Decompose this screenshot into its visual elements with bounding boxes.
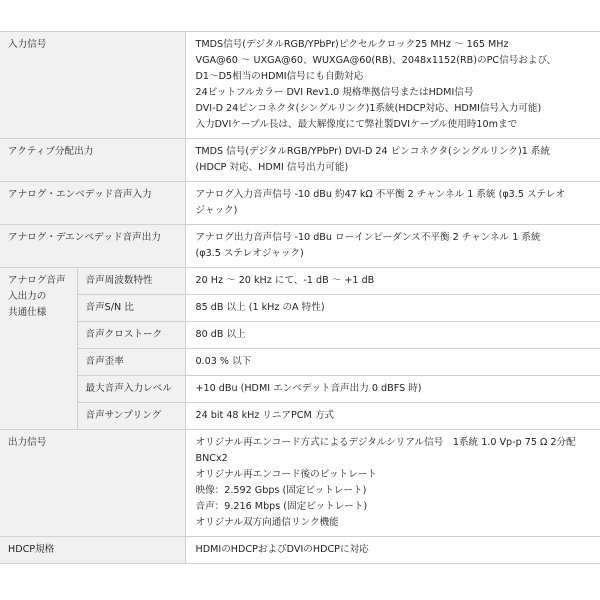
spec-table (0, 31, 600, 564)
value-active-dist-output (185, 139, 600, 182)
label-analog-deembedded-output: アナログ・デエンベデッド音声出力 (0, 225, 185, 268)
value-sn-ratio: 85 dB 以上 (1 kHz のA 特性) (185, 295, 600, 322)
value-hdcp: HDMIのHDCPおよびDVIのHDCPに対応 (185, 537, 600, 564)
value-line: オリジナル再エンコード方式によるデジタルシリアル信号 1系統 1.0 Vp-p 75 Ω 2分配 BNCx2 (195, 437, 576, 464)
value-analog-deembedded-output (185, 225, 600, 268)
row-analog-embedded-input (0, 182, 600, 225)
value-line: 入力DVIケーブル長は、最大解像度にて弊社製DVIケーブル使用時10mまで (195, 119, 518, 130)
value-line: 24ビットフルカラー DVI Rev1.0 規格準拠信号またはHDMI信号 (195, 87, 474, 98)
label-line: アナログ音声 (8, 275, 66, 286)
label-active-dist-output: アクティブ分配出力 (0, 139, 185, 182)
label-line: 入出力の (8, 291, 47, 302)
value-output-signal (185, 430, 600, 537)
row-sampling (0, 403, 600, 430)
value-line: TMDS信号(デジタルRGB/YPbPr)ピクセルクロック25 MHz ～ 165 MHz (195, 39, 509, 50)
row-distortion (0, 349, 600, 376)
row-max-input-level (0, 376, 600, 403)
label-input-signal: 入力信号 (0, 32, 185, 139)
label-line: 共通仕様 (8, 307, 47, 318)
value-line: (φ3.5 ステレオジャック) (195, 248, 304, 259)
row-crosstalk (0, 322, 600, 349)
sub-label-frequency-response: 音声周波数特性 (77, 268, 185, 295)
value-line: 音声：9.216 Mbps (固定ビットレート) (195, 501, 368, 512)
value-line: オリジナル再エンコード後のビットレート (195, 469, 377, 480)
row-hdcp (0, 537, 600, 564)
value-line: 映像：2.592 Gbps (固定ビットレート) (195, 485, 367, 496)
value-line: D1～D5相当のHDMI信号にも自動対応 (195, 71, 364, 82)
value-line: TMDS 信号(デジタルRGB/YPbPr) DVI-D 24 ピンコネクタ(シングルリンク)1 系統 (195, 146, 551, 157)
value-line: (HDCP 対応、HDMI 信号出力可能) (195, 162, 349, 173)
row-sn-ratio (0, 295, 600, 322)
value-line: ジャック) (195, 205, 238, 216)
sub-label-max-input-level: 最大音声入力レベル (77, 376, 185, 403)
value-analog-embedded-input (185, 182, 600, 225)
sub-label-sampling: 音声サンプリング (77, 403, 185, 430)
row-analog-deembedded-output (0, 225, 600, 268)
row-input-signal (0, 32, 600, 139)
value-distortion: 0.03 % 以下 (185, 349, 600, 376)
value-line: オリジナル双方向通信リンク機能 (195, 517, 339, 528)
row-active-dist-output (0, 139, 600, 182)
value-line: アナログ入力音声信号 -10 dBu 約47 kΩ 不平衡 2 チャンネル 1 系統 (φ3.5 ステレオ (195, 189, 565, 200)
sub-label-sn-ratio: 音声S/N 比 (77, 295, 185, 322)
value-frequency-response: 20 Hz ～ 20 kHz にて、-1 dB ～ +1 dB (185, 268, 600, 295)
value-crosstalk: 80 dB 以上 (185, 322, 600, 349)
label-analog-common (0, 268, 77, 430)
row-output-signal (0, 430, 600, 537)
label-hdcp: HDCP規格 (0, 537, 185, 564)
value-sampling: 24 bit 48 kHz リニアPCM 方式 (185, 403, 600, 430)
label-output-signal: 出力信号 (0, 430, 185, 537)
value-line: VGA@60 ～ UXGA@60、WUXGA@60(RB)、2048x1152(RB)のPC信号および、 (195, 55, 557, 66)
value-input-signal (185, 32, 600, 139)
sub-label-distortion: 音声歪率 (77, 349, 185, 376)
label-analog-embedded-input: アナログ・エンベデッド音声入力 (0, 182, 185, 225)
value-line: DVI-D 24ピンコネクタ(シングルリンク)1系統(HDCP対応、HDMI信号入力可能) (195, 103, 542, 114)
sub-label-crosstalk: 音声クロストーク (77, 322, 185, 349)
row-analog-common (0, 268, 600, 295)
value-max-input-level: +10 dBu (HDMI エンベデット音声出力 0 dBFS 時) (185, 376, 600, 403)
value-line: アナログ出力音声信号 -10 dBu ローインピーダンス不平衡 2 チャンネル 1 系統 (195, 232, 541, 243)
